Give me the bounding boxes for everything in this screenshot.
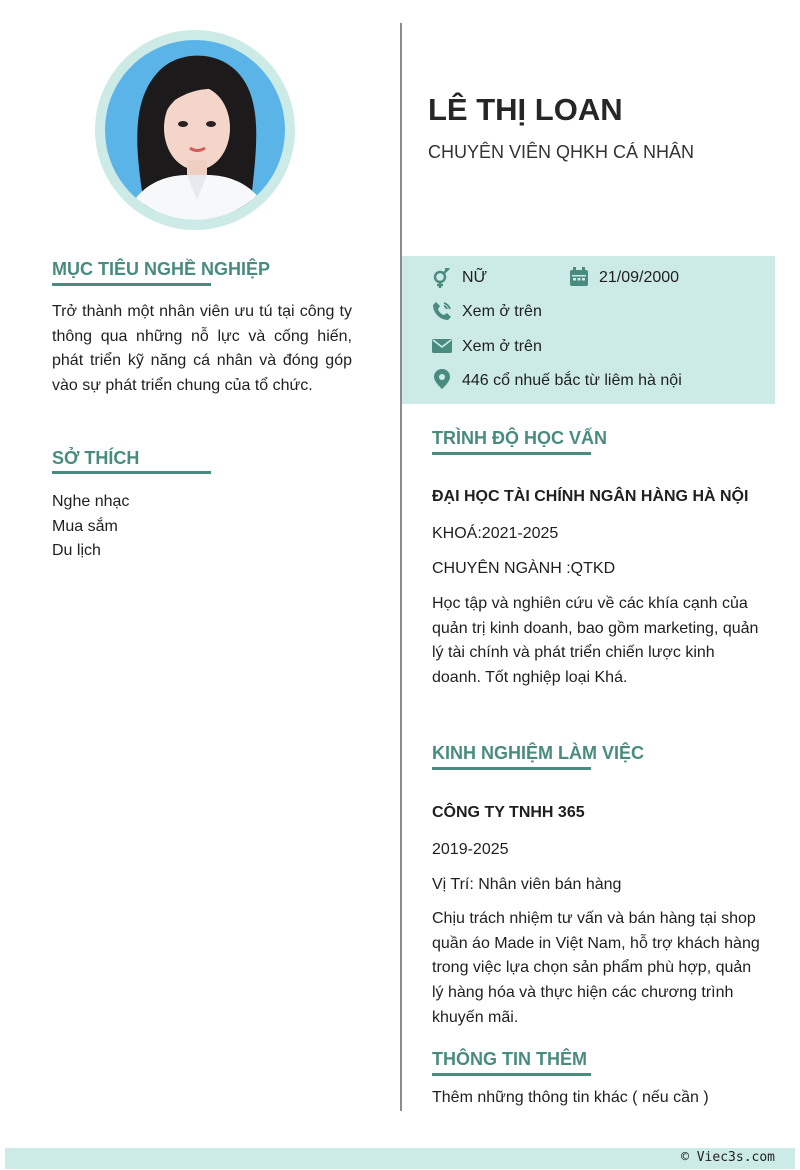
objective-underline bbox=[52, 283, 211, 286]
address-value: 446 cổ nhuế bắc từ liêm hà nội bbox=[462, 372, 682, 389]
birthday-value: 21/09/2000 bbox=[599, 269, 680, 286]
hobby-item: Mua sắm bbox=[52, 518, 118, 535]
school-name: ĐẠI HỌC TÀI CHÍNH NGÂN HÀNG HÀ NỘI bbox=[432, 488, 749, 505]
course-years: KHOÁ:2021-2025 bbox=[432, 525, 559, 542]
phone-icon bbox=[432, 301, 452, 321]
major: CHUYÊN NGÀNH :QTKD bbox=[432, 560, 616, 577]
hobby-item: Du lịch bbox=[52, 542, 101, 559]
candidate-role: CHUYÊN VIÊN QHKH CÁ NHÂN bbox=[428, 142, 695, 162]
additional-text: Thêm những thông tin khác ( nếu cần ) bbox=[432, 1089, 709, 1106]
avatar bbox=[105, 40, 285, 220]
education-underline bbox=[432, 452, 591, 455]
experience-underline bbox=[432, 767, 591, 770]
footer-credit[interactable]: © Viec3s.com bbox=[681, 1150, 775, 1165]
education-title: TRÌNH ĐỘ HỌC VẤN bbox=[432, 428, 607, 448]
candidate-name: LÊ THỊ LOAN bbox=[428, 92, 623, 127]
contact-panel bbox=[402, 256, 775, 404]
hobbies-underline bbox=[52, 471, 211, 474]
experience-description: Chịu trách nhiệm tư vấn và bán hàng tại shop quần áo Made in Việt Nam, hỗ trợ khách hàng trong việc lựa chọn sản phẩm phù hợp, quản lý hàng hóa và thực hiện các chương trình khuyến mãi. bbox=[432, 910, 760, 1026]
column-divider bbox=[400, 23, 402, 1111]
education-description: Học tập và nghiên cứu về các khía cạnh của quản trị kinh doanh, bao gồm marketing, quản lý tài chính và phát triển chiến lược kinh doanh. Tốt nghiệp loại Khá. bbox=[432, 595, 759, 687]
additional-underline bbox=[432, 1073, 591, 1076]
phone-value: Xem ở trên bbox=[462, 303, 542, 320]
avatar-frame bbox=[95, 30, 295, 230]
hobbies-title: SỞ THÍCH bbox=[52, 448, 140, 468]
email-value: Xem ở trên bbox=[462, 338, 542, 355]
company-name: CÔNG TY TNHH 365 bbox=[432, 804, 585, 821]
gender-icon bbox=[432, 268, 452, 288]
avatar-photo bbox=[105, 40, 285, 220]
objective-title: MỤC TIÊU NGHỀ NGHIỆP bbox=[52, 259, 271, 279]
hobby-item: Nghe nhạc bbox=[52, 493, 130, 510]
job-position: Vị Trí: Nhân viên bán hàng bbox=[432, 876, 622, 893]
calendar-icon bbox=[569, 267, 589, 287]
work-period: 2019-2025 bbox=[432, 841, 509, 858]
additional-title: THÔNG TIN THÊM bbox=[432, 1049, 587, 1069]
footer-bar bbox=[5, 1148, 795, 1169]
location-icon bbox=[432, 369, 452, 389]
objective-text: Trở thành một nhân viên ưu tú tại công ty thông qua những nỗ lực và cống hiến, phát triển kỹ năng cá nhân và đóng góp vào sự phát triển chung của tổ chức. bbox=[52, 303, 352, 394]
gender-value: NỮ bbox=[462, 269, 488, 286]
email-icon bbox=[432, 336, 452, 356]
experience-title: KINH NGHIỆM LÀM VIỆC bbox=[432, 743, 645, 763]
